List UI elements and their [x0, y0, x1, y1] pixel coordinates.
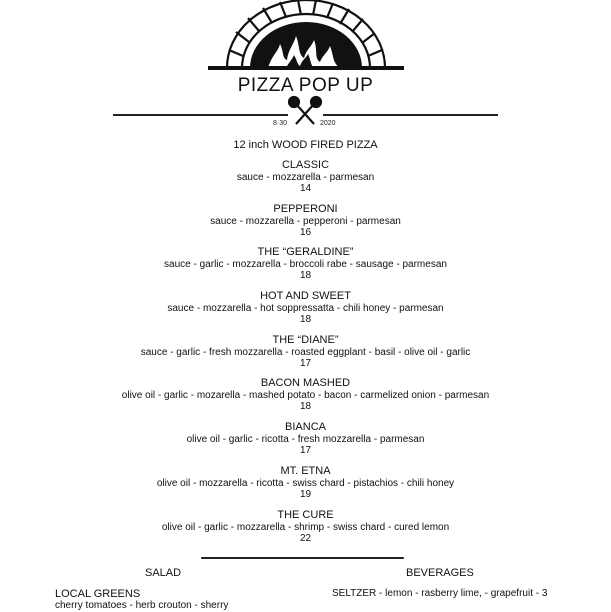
- pizza-ingredients: olive oil - mozzarella - ricotta - swiss chard - pistachios - chili honey: [156, 477, 455, 489]
- pizza-ingredients: sauce - garlic - mozzarella - broccoli rabe - sausage - parmesan: [164, 259, 447, 271]
- pizza-name: MT. ETNA: [280, 464, 331, 477]
- pizza-ingredients: sauce - mozzarella - pepperoni - parmesan: [210, 215, 401, 227]
- pizza-item-geraldine: [0, 246, 611, 290]
- date-left: 8·30: [273, 120, 288, 127]
- pizza-price: 14: [299, 183, 312, 194]
- pizza-name: BACON MASHED: [260, 377, 351, 390]
- pizza-oven-logo: [0, 0, 611, 140]
- pizza-ingredients: olive oil - garlic - ricotta - fresh mozzarella - parmesan: [186, 434, 425, 446]
- pizza-item-bianca: [0, 421, 611, 465]
- date-right: 2020: [320, 120, 336, 127]
- right-rule: [323, 114, 498, 116]
- salad-item-name: LOCAL GREENS: [55, 588, 141, 600]
- left-rule: [113, 114, 288, 116]
- pizza-item-mt-etna: [0, 465, 611, 509]
- pizza-ingredients: olive oil - garlic - mozzarella - shrimp - swiss chard - cured lemon: [161, 521, 450, 533]
- section-divider: [201, 557, 404, 559]
- pizza-ingredients: sauce - mozzarella - hot soppressatta - chili honey - parmesan: [167, 303, 444, 315]
- pizza-ingredients: sauce - mozzarella - parmesan: [236, 172, 375, 183]
- menu-title: PIZZA POP UP: [237, 75, 374, 96]
- pizza-price: 17: [299, 357, 312, 369]
- beverages-heading: BEVERAGES: [406, 567, 474, 579]
- pizza-price: 19: [299, 488, 312, 500]
- crossed-pizza-peels-icon: [289, 97, 321, 124]
- pizza-name: THE CURE: [277, 508, 334, 521]
- pizza-item-the-cure: [0, 509, 611, 553]
- pizza-name: THE “DIANE”: [272, 333, 339, 346]
- pizza-name: CLASSIC: [281, 159, 330, 171]
- pizza-name: THE “GERALDINE”: [257, 246, 354, 259]
- pizza-price: 18: [299, 314, 312, 326]
- pizza-ingredients: sauce - garlic - fresh mozzarella - roasted eggplant - basil - olive oil - garlic: [140, 346, 471, 358]
- pizza-name: HOT AND SWEET: [260, 290, 351, 303]
- pizza-price: 22: [299, 532, 312, 544]
- pizza-price: 18: [299, 401, 312, 413]
- pizza-item-hot-and-sweet: [0, 290, 611, 334]
- salad-heading: SALAD: [145, 567, 182, 579]
- pizza-item-pepperoni: [0, 203, 611, 247]
- pizza-item-classic: [0, 159, 611, 203]
- salad-item-desc: cherry tomatoes - herb crouton - sherry: [55, 600, 229, 611]
- pizza-name: PEPPERONI: [273, 202, 338, 215]
- pizza-ingredients: olive oil - garlic - mozarella - mashed potato - bacon - carmelized onion - parmesan: [121, 390, 490, 402]
- menu-subtitle: 12 inch WOOD FIRED PIZZA: [233, 139, 378, 151]
- oven-base-bar: [208, 66, 404, 70]
- pizza-item-diane: [0, 334, 611, 378]
- pizza-item-bacon-mashed: [0, 377, 611, 421]
- beverage-item: SELTZER - lemon - rasberry lime, - grapefruit - 3: [332, 588, 548, 599]
- pizza-price: 16: [299, 226, 312, 238]
- pizza-price: 18: [299, 270, 312, 282]
- pizza-list: [0, 159, 611, 552]
- pizza-price: 17: [299, 445, 312, 457]
- pizza-name: BIANCA: [285, 421, 326, 434]
